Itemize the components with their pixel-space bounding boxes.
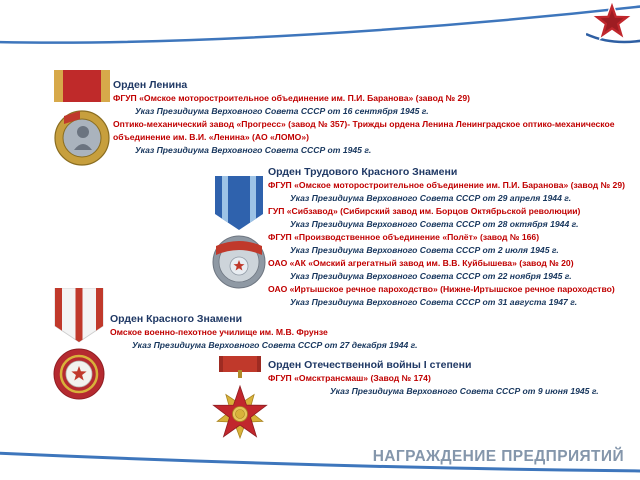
section-title: Орден Ленина [113,79,188,91]
decree-line: Указ Президиума Верховного Совета СССР от 28 октября 1944 г. [290,219,579,229]
section-order-of-red-banner-of-labour [268,165,640,309]
section-order-of-patriotic-war [268,358,640,398]
decree-line: Указ Президиума Верховного Совета СССР от 31 августа 1947 г. [290,297,578,307]
company-name: ОАО «АК «Омский агрегатный завод им. В.В. Куйбышева» (завод № 20) [268,258,574,268]
section-order-of-lenin [113,78,633,157]
company-name: ФГУП «Омское моторостроительное объединение им. П.И. Баранова» (завод № 29) [268,180,625,190]
company-name: ОАО «Иртышское речное пароходство» (Нижне-Иртышское речное пароходство) [268,284,615,294]
order-of-red-banner-of-labour-medal [212,176,266,290]
lenin-portrait [77,126,89,138]
decree-line: Указ Президиума Верховного Совета СССР от 22 ноября 1945 г. [290,271,572,281]
company-name: ФГУП «Омсктрансмаш» (Завод № 174) [268,373,431,383]
section-order-of-red-banner [110,312,490,352]
logo-swoosh [586,34,640,42]
company-name: Омское военно-пехотное училище им. М.В. Фрунзе [110,327,328,337]
section-title: Орден Трудового Красного Знамени [268,166,458,178]
order-of-lenin-medal [50,70,114,174]
decree-line: Указ Президиума Верховного Совета СССР от 2 июля 1945 г. [290,245,559,255]
red-star-logo [586,0,640,48]
section-title: Орден Отечественной войны I степени [268,359,472,371]
decree-line: Указ Президиума Верховного Совета СССР от 1945 г. [135,145,372,155]
order-of-patriotic-war-medal [212,356,268,456]
top-curve-decoration [0,6,640,43]
decree-line: Указ Президиума Верховного Совета СССР от 9 июня 1945 г. [330,386,599,396]
section-title: Орден Красного Знамени [110,313,243,325]
company-name: Оптико-механический завод «Прогресс» (завод № 357)- Трижды ордена Ленина Ленинградское оптико-механическое объединение им. В.И. «Ленина» (АО «ЛОМО») [113,119,615,142]
decree-line: Указ Президиума Верховного Совета СССР от 27 декабря 1944 г. [132,340,418,350]
company-name: ФГУП «Омское моторостроительное объединение им. П.И. Баранова» (завод № 29) [113,93,470,103]
company-name: ФГУП «Производственное объединение «Полёт» (завод № 166) [268,232,540,242]
decree-line: Указ Президиума Верховного Совета СССР от 29 апреля 1944 г. [290,193,572,203]
decree-line: Указ Президиума Верховного Совета СССР от 16 сентября 1945 г. [135,106,429,116]
order-of-red-banner-medal [52,288,106,402]
footer-title: НАГРАЖДЕНИЕ ПРЕДПРИЯТИЙ [372,448,624,465]
patriot-ribbon [219,356,261,372]
company-name: ГУП «Сибзавод» (Сибирский завод им. Борцов Октябрьской революции) [268,206,581,216]
